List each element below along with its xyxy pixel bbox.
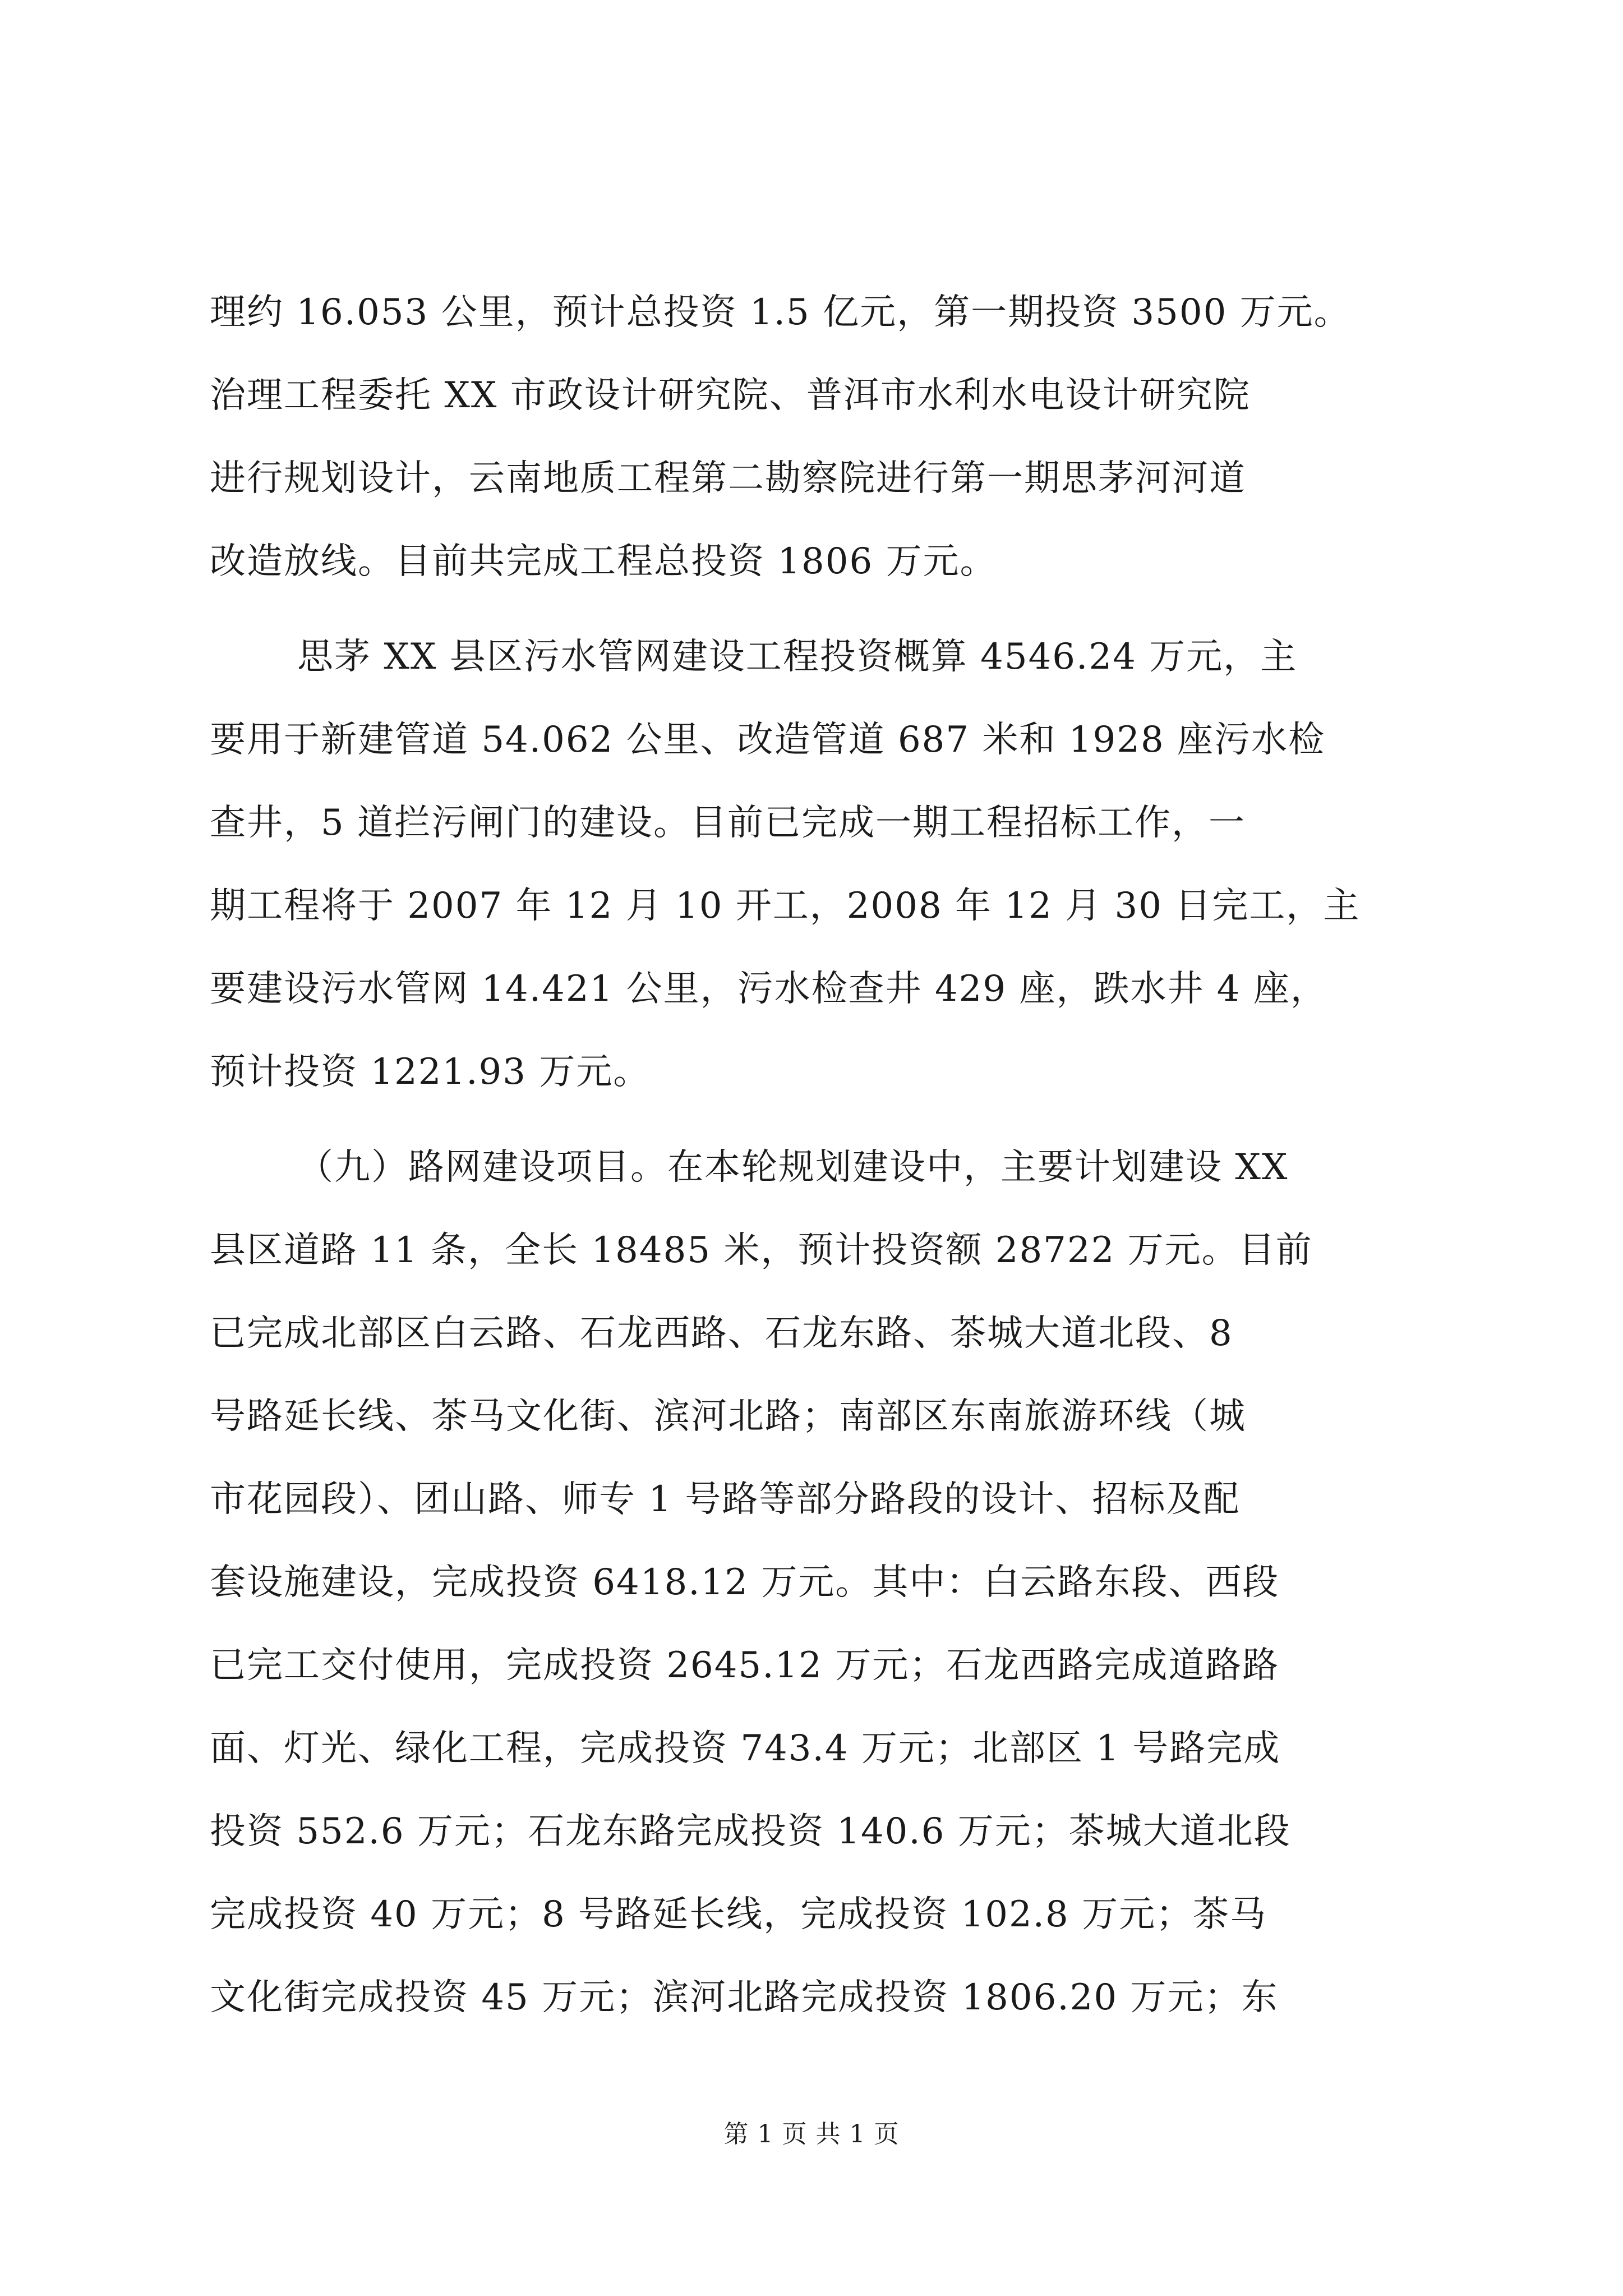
text-line: 改造放线。目前共完成工程总投资 1806 万元。 (210, 541, 997, 582)
text-line: 进行规划设计，云南地质工程第二勘察院进行第一期思茅河河道 (210, 458, 1246, 499)
text-line: 治理工程委托 XX 市政设计研究院、普洱市水利水电设计研究院 (210, 375, 1251, 416)
text-line: 套设施建设，完成投资 6418.12 万元。其中：白云路东段、西段 (210, 1562, 1280, 1603)
text-line: 理约 16.053 公里，预计总投资 1.5 亿元，第一期投资 3500 万元。 (210, 292, 1351, 333)
paragraph-spacer (210, 603, 1415, 615)
paragraph-3 (210, 1126, 1415, 2039)
text-line: 查井，5 道拦污闸门的建设。目前已完成一期工程招标工作，一 (210, 802, 1246, 844)
page-footer: 第 1 页 共 1 页 (723, 2120, 900, 2148)
text-line: 要用于新建管道 54.062 公里、改造管道 687 米和 1928 座污水检 (210, 719, 1326, 761)
text-line: 思茅 XX 县区污水管网建设工程投资概算 4546.24 万元，主 (297, 636, 1298, 678)
paragraph-1 (210, 271, 1415, 603)
text-line: 文化街完成投资 45 万元；滨河北路完成投资 1806.20 万元；东 (210, 1977, 1279, 2018)
paragraph-spacer (210, 1114, 1415, 1126)
text-line: 预计投资 1221.93 万元。 (210, 1051, 651, 1093)
text-line: 投资 552.6 万元；石龙东路完成投资 140.6 万元；茶城大道北段 (210, 1811, 1291, 1852)
text-line: 已完成北部区白云路、石龙西路、石龙东路、茶城大道北段、8 (210, 1313, 1233, 1354)
text-line: 期工程将于 2007 年 12 月 10 开工，2008 年 12 月 30 日完工，主 (210, 885, 1361, 927)
text-line: 要建设污水管网 14.421 公里，污水检查井 429 座，跌水井 4 座， (210, 968, 1327, 1010)
body-text (210, 271, 1415, 2039)
text-line: 面、灯光、绿化工程，完成投资 743.4 万元；北部区 1 号路完成 (210, 1728, 1281, 1769)
text-line: 市花园段）、团山路、师专 1 号路等部分路段的设计、招标及配 (210, 1479, 1241, 1520)
text-line: 已完工交付使用，完成投资 2645.12 万元；石龙西路完成道路路 (210, 1645, 1280, 1686)
paragraph-2 (210, 615, 1415, 1114)
text-line: 号路延长线、茶马文化街、滨河北路；南部区东南旅游环线（城 (210, 1396, 1246, 1437)
text-line: （九）路网建设项目。在本轮规划建设中，主要计划建设 XX (297, 1147, 1289, 1188)
text-line: 完成投资 40 万元；8 号路延长线，完成投资 102.8 万元；茶马 (210, 1894, 1267, 1935)
text-line: 县区道路 11 条，全长 18485 米，预计投资额 28722 万元。目前 (210, 1230, 1313, 1271)
